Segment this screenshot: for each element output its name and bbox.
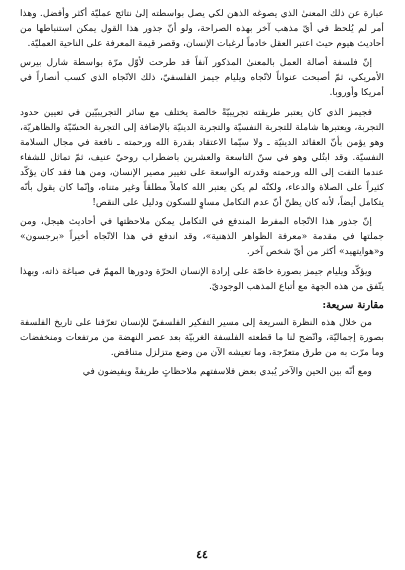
body-paragraph: فجيمز الذي كان يعتبر طريقته تجريبيّةً خالصة يختلف مع سائر التجريبيّين في تعيين حدود التجربة، ويعتبرها شاملة للتجربة النفسيّة والتجربة الدينيّة بالإضافة إلى التجربة الحسّيّة والظاهريّة، وهو يؤمن بأنّ العقائد الدينيّة ـ ولا سيّما الاعتقاد بقدرة الله ورحمته ـ نافعة في مجال السلامة النفسيّة. وقد ابتُلي وهو في سنّ التاسعة والعشرين باضطراب روحيّ عنيف، ثمّ تماثل للشفاء عندما التفت إلى الله ورحمته وقدرته الواسعة على تغيير مصير الإنسان، ومن هنا فقد كان يؤكّد كثيراً على الصلاة والدعاء، ولكنّه لم يكن يعتبر الله كاملاً مطلقاً وغير متناه، وإنّما كان يقول بأنّه يتكامل أيضاً، لأنه كان يظنّ أنّ عدم التكامل مساوٍ للسكون ودليل على النقص! bbox=[20, 106, 384, 209]
body-paragraph: من خلال هذه النظرة السريعة إلى مسير التفكير الفلسفيّ للإنسان تعرّفنا على تاريخ الفلسفة بصورة إجماليّة، واتّضح لنا ما قطعته الفلسفة الغربيّة بعد عصر النهضة من مرتفعات ومنخفضات وما مرّت به من طرق متعرّجة، وما تعيشه الآن من وضع متزلزل متناقض. bbox=[20, 316, 384, 358]
document-page bbox=[20, 6, 384, 562]
body-paragraph: عبارة عن ذلك المعنىٰ الذي يصوغه الذهن لكي يصل بواسطته إلىٰ نتائج عمليّة أكثر وأفضل. وهذا أمر لم يُلحظ في أيّ مذهب آخر بهذه الصراحة، ولو أنّ جذور هذا القول يمكن استنباطها من أحاديث هيوم حيث اعتبر العقل خادماً لرغبات الإنسان، وقصر قيمة المعرفة على الناحية العمليّة. bbox=[20, 8, 384, 50]
body-paragraph: ويؤكّد ويليام جيمز بصورة خاصّة على إرادة الإنسان الحرّة ودورها المهمّ في صياغة ذاته، وبهذا يتّفق من هذه الجهة مع أتباع المذهب الوجوديّ. bbox=[20, 265, 384, 292]
page-number: ٤٤ bbox=[196, 548, 208, 561]
section-heading: مقارنة سريعة: bbox=[322, 298, 384, 311]
body-paragraph: إنّ فلسفة أصالة العمل بالمعنىٰ المذكور آنفاً قد طرحت لأوّل مرّة بواسطة شارل بيرس الأمريكي، ثمّ أصبحت عنواناً لاتّجاه ويليام جيمز الفلسفيّ، ذلك الاتّجاه الذي كسب أنصاراً في أمريكا وأوروبا. bbox=[20, 57, 384, 99]
body-paragraph: ومع أنّه بين الحين والآخر يُبدي بعض فلاسفتهم ملاحظاتٍ طريفةً ويفيضون في bbox=[82, 365, 372, 377]
body-paragraph: إنّ جذور هذا الاتّجاه المفرط المندفع في التكامل يمكن ملاحظتها في أحاديث هيجل، ومن جملتها في مقدمة «معرفة الظواهر الذهنية»، وقد اندفع في هذا الاتّجاه أخيراً «برجسون» و«هوايتهيد» أكثر من أيّ شخص آخر. bbox=[20, 216, 384, 258]
